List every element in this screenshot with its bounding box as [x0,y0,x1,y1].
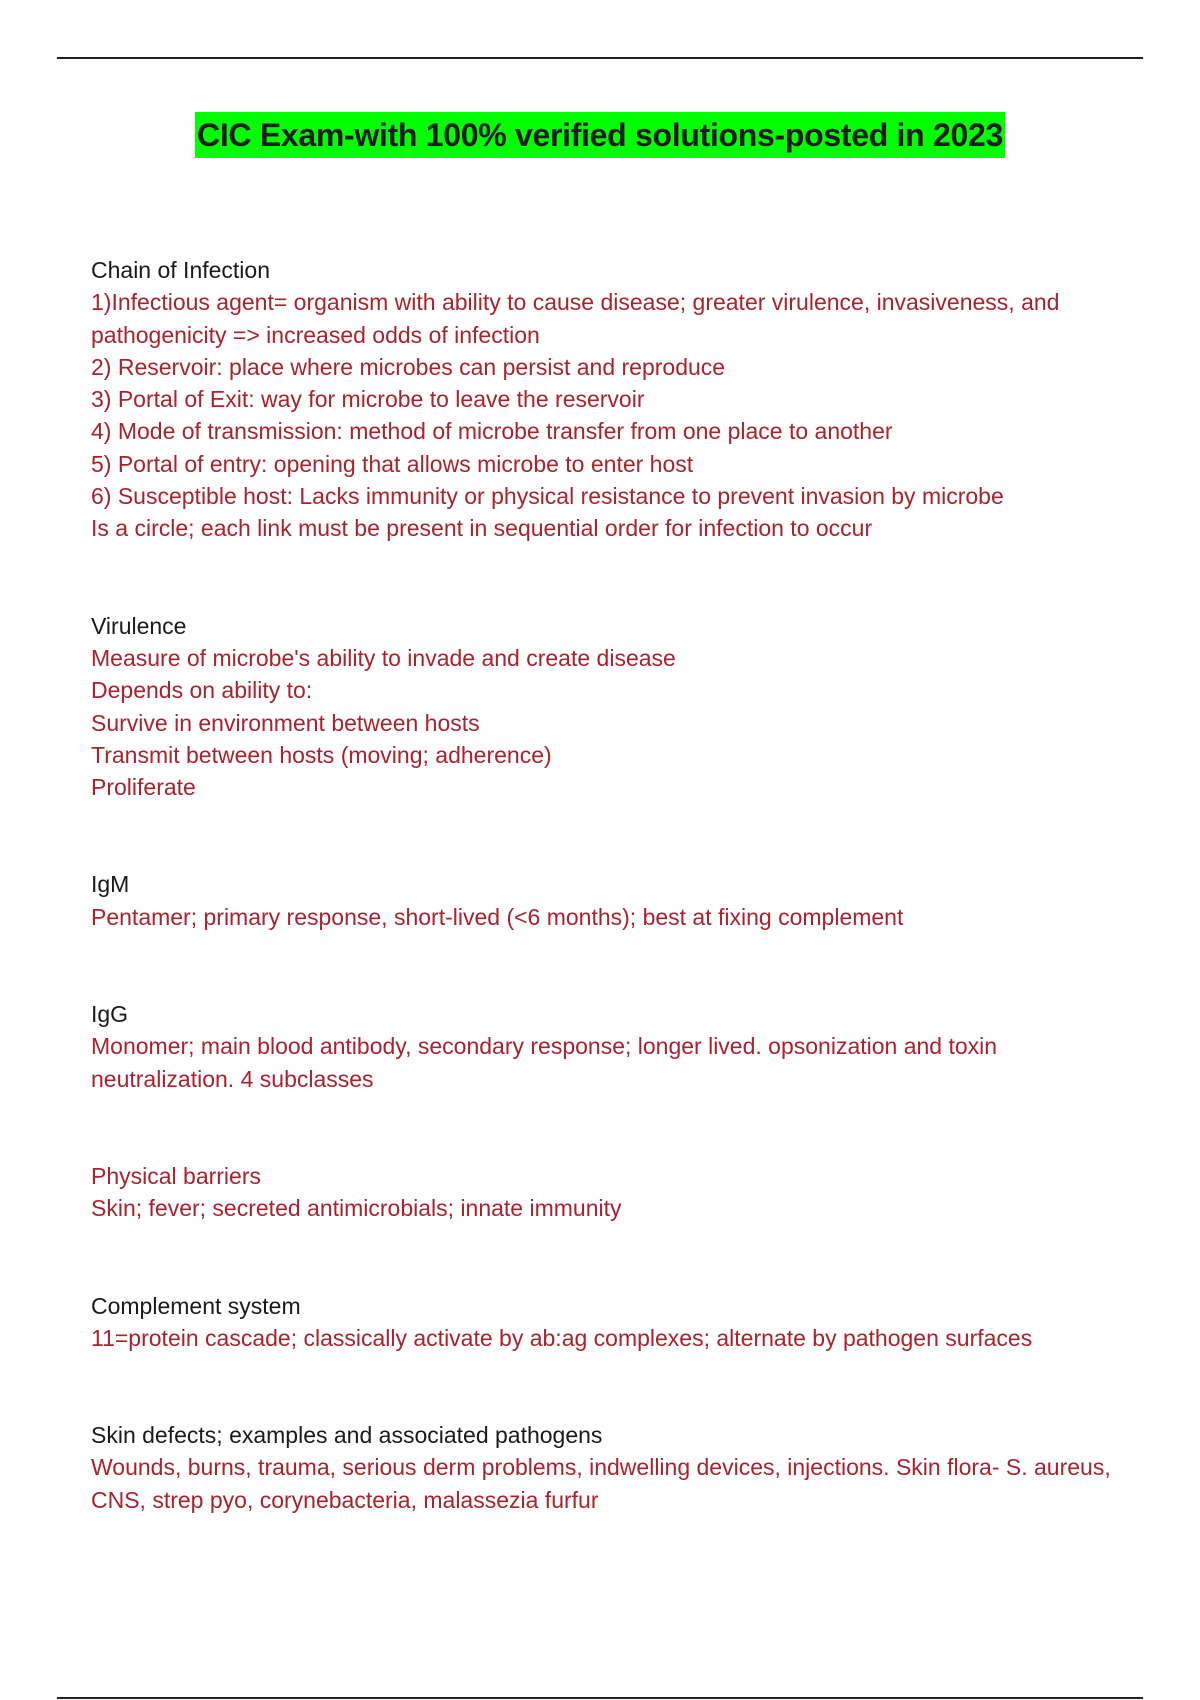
answer-line: Skin; fever; secreted antimicrobials; innate immunity [91,1195,622,1222]
section-heading: Skin defects; examples and associated pathogens [91,1422,603,1449]
section-heading: Chain of Infection [91,257,271,283]
answer-line: 6) Susceptible host: Lacks immunity or physical resistance to prevent invasion by microbe [91,483,1004,510]
section-complement-system [91,1290,1121,1355]
section-heading: IgG [91,1001,129,1028]
answer-line: 3) Portal of Exit: way for microbe to leave the reservoir [91,386,645,413]
answer-line: Wounds, burns, trauma, serious derm problems, indwelling devices, injections. Skin flora- S. aureus, CNS, strep pyo, corynebacteria, malassezia furfur [91,1454,1111,1513]
answer-line: 4) Mode of transmission: method of microbe transfer from one place to another [91,418,893,445]
answer-line: Pentamer; primary response, short-lived (<6 months); best at fixing complement [91,903,904,930]
section-heading: IgM [91,871,130,898]
answer-line: 1)Infectious agent= organism with ability to cause disease; greater virulence, invasiveness, and pathogenicity => increased odds of infection [91,289,1060,348]
document-title: CIC Exam-with 100% verified solutions-posted in 2023 [195,112,1005,158]
answer-line: Proliferate [91,774,196,801]
answer-line: Is a circle; each link must be present in sequential order for infection to occur [91,515,873,542]
section-physical-barriers [91,1160,1121,1225]
bottom-rule [57,1697,1143,1699]
section-skin-defects [91,1419,1121,1516]
section-igm [91,868,1121,933]
title-container [0,112,1200,158]
answer-line: 2) Reservoir: place where microbes can persist and reproduce [91,353,726,380]
section-igg [91,998,1121,1095]
answer-line: 11=protein cascade; classically activate by ab:ag complexes; alternate by pathogen surfaces [91,1324,1033,1351]
section-heading: Physical barriers [91,1162,261,1189]
section-virulence [91,610,1121,804]
top-rule [57,57,1143,59]
section-heading: Virulence [91,612,187,639]
section-heading: Complement system [91,1292,301,1319]
answer-line: Survive in environment between hosts [91,709,480,736]
answer-line: 5) Portal of entry: opening that allows microbe to enter host [91,450,694,477]
section-chain-of-infection [91,254,1121,545]
document-body [91,254,1121,1516]
answer-line: Monomer; main blood antibody, secondary response; longer lived. opsonization and toxin neutralization. 4 subclasses [91,1033,998,1092]
answer-line: Depends on ability to: [91,677,313,704]
answer-line: Transmit between hosts (moving; adherence) [91,741,552,768]
answer-line: Measure of microbe's ability to invade and create disease [91,644,676,671]
